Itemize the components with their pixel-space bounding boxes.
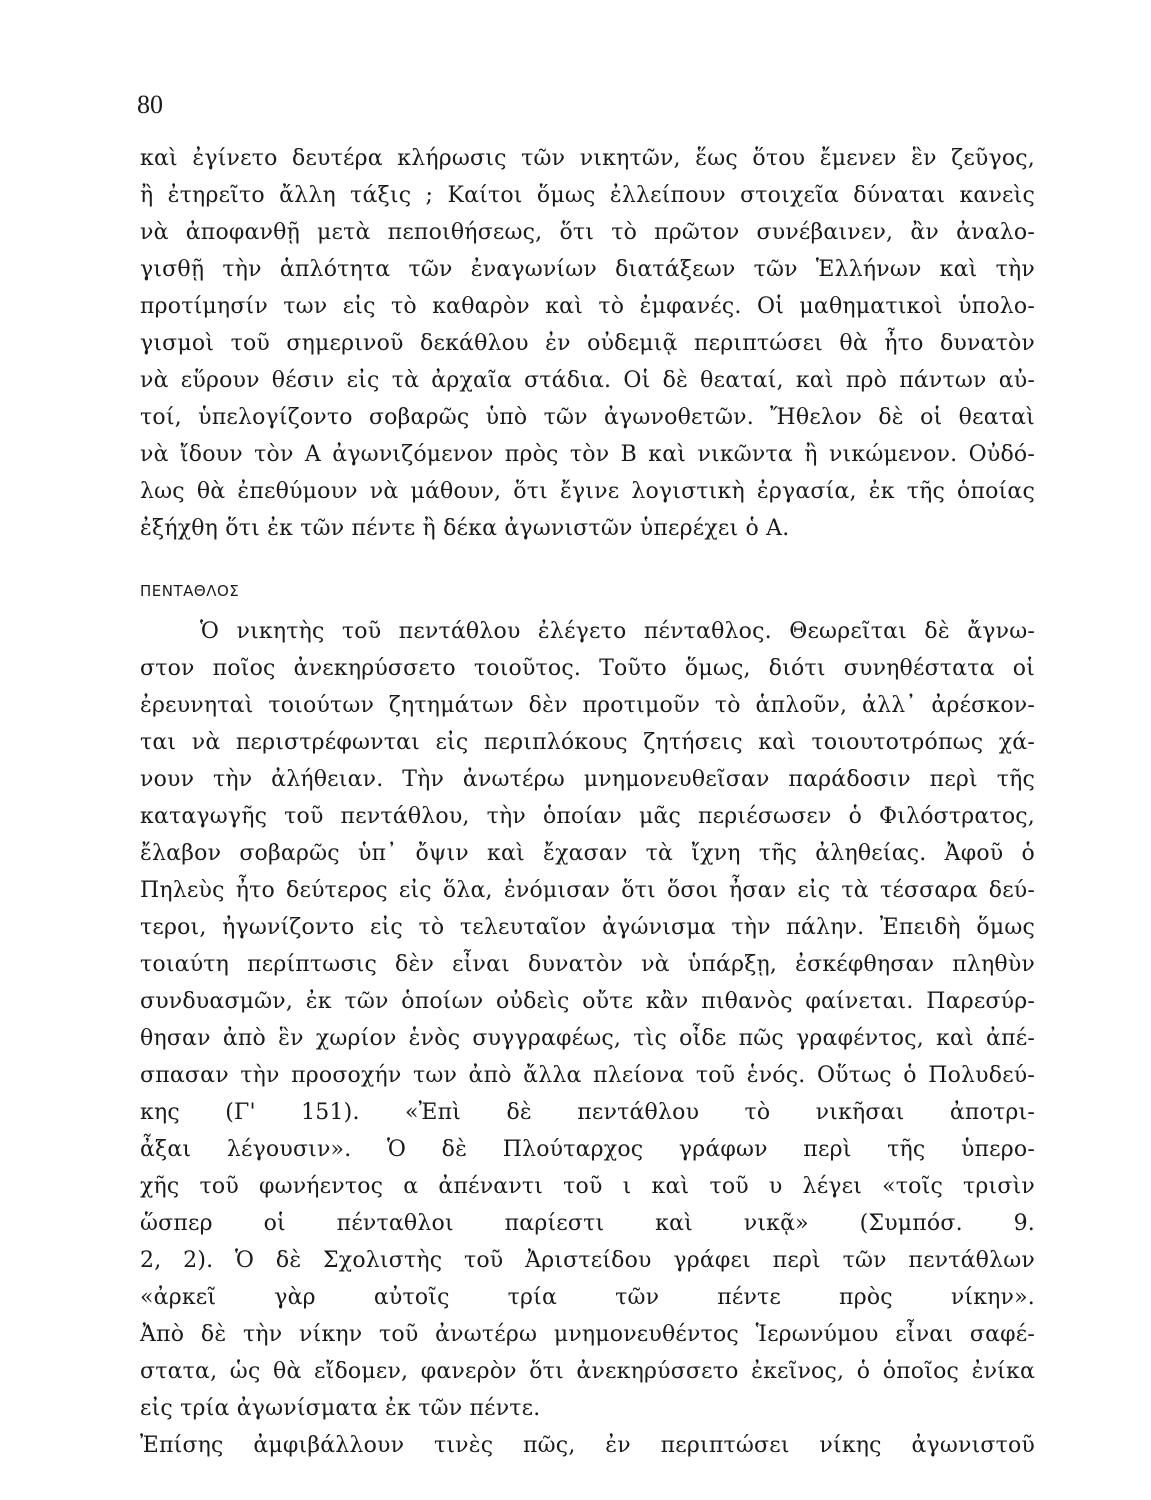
text-line: λως θὰ ἐπεθύμουν νὰ μάθουν, ὅτι ἔγινε λογιστικὴ ἐργασία, ἐκ τῆς ὁποίας [140,479,1035,504]
text-line: νὰ εὕρουν θέσιν εἰς τὰ ἀρχαῖα στάδια. Οἱ δὲ θεαταί, καὶ πρὸ πάντων αὐ- [140,368,1035,393]
text-line: στον ποῖος ἀνεκηρύσσετο τοιοῦτος. Τοῦτο ὅμως, διότι συνηθέστατα οἱ [140,656,1035,681]
text-line: καὶ ἐγίνετο δευτέρα κλήρωσις τῶν νικητῶν, ἕως ὅτου ἔμενεν ἓν ζεῦγος, [140,146,1035,171]
text-line: κης (Γ' 151). «Ἐπὶ δὲ πεντάθλου τὸ νικῆσαι ἀποτρι- [140,1100,1035,1125]
text-line: θησαν ἀπὸ ἓν χωρίον ἑνὸς συγγραφέως, τὶς οἶδε πῶς γραφέντος, καὶ ἀπέ- [140,1026,1035,1051]
text-line: τοί, ὑπελογίζοντο σοβαρῶς ὑπὸ τῶν ἀγωνοθετῶν. Ἤθελον δὲ οἱ θεαταὶ [140,405,1035,430]
paragraph-2 [140,613,1035,1464]
paragraph-1 [140,140,1035,547]
page-number: 80 [137,90,163,119]
text-line: σπασαν τὴν προσοχήν των ἀπὸ ἄλλα πλείονα τοῦ ἑνός. Οὕτως ὁ Πολυδεύ- [140,1063,1035,1088]
text-line: 2, 2). Ὁ δὲ Σχολιστὴς τοῦ Ἀριστείδου γράφει περὶ τῶν πεντάθλων [140,1248,1035,1273]
text-line: Ἀπὸ δὲ τὴν νίκην τοῦ ἀνωτέρω μνημονευθέντος Ἱερωνύμου εἶναι σαφέ- [140,1322,1035,1347]
text-line: τοιαύτη περίπτωσις δὲν εἶναι δυνατὸν νὰ ὑπάρξῃ, ἐσκέφθησαν πληθὺν [140,952,1035,977]
text-line: νουν τὴν ἀλήθειαν. Τὴν ἀνωτέρω μνημονευθεῖσαν παράδοσιν περὶ τῆς [140,767,1035,792]
text-line: ἐξήχθη ὅτι ἐκ τῶν πέντε ἢ δέκα ἀγωνιστῶν ὑπερέχει ὁ Α. [140,516,790,541]
text-line: ὥσπερ οἱ πένταθλοι παρίεστι καὶ νικᾷ» (Συμπόσ. 9. [140,1211,1035,1236]
text-line: νὰ ἴδουν τὸν Α ἀγωνιζόμενον πρὸς τὸν Β καὶ νικῶντα ἢ νικώμενον. Οὐδό- [140,442,1035,467]
text-line: νὰ ἀποφανθῇ μετὰ πεποιθήσεως, ὅτι τὸ πρῶτον συνέβαινεν, ἂν ἀναλο- [140,220,1035,245]
section-heading: ΠΕΝΤΑΘΛΟΣ [140,582,240,600]
text-line: Ἐπίσης ἀμφιβάλλουν τινὲς πῶς, ἐν περιπτώσει νίκης ἀγωνιστοῦ [140,1433,1035,1458]
text-line: χῆς τοῦ φωνήεντος α ἀπέναντι τοῦ ι καὶ τοῦ υ λέγει «τοῖς τρισὶν [140,1174,1035,1199]
text-line: στατα, ὡς θὰ εἴδομεν, φανερὸν ὅτι ἀνεκηρύσσετο ἐκεῖνος, ὁ ὁποῖος ἐνίκα [140,1359,1035,1384]
text-line: Ὁ νικητὴς τοῦ πεντάθλου ἐλέγετο πένταθλος. Θεωρεῖται δὲ ἄγνω- [200,619,1035,644]
text-line: γισμοὶ τοῦ σημερινοῦ δεκάθλου ἐν οὐδεμιᾷ περιπτώσει θὰ ἦτο δυνατὸν [140,331,1035,356]
text-line: συνδυασμῶν, ἐκ τῶν ὁποίων οὐδεὶς οὔτε κἂν πιθανὸς φαίνεται. Παρεσύρ- [140,989,1035,1014]
text-line: «ἀρκεῖ γὰρ αὐτοῖς τρία τῶν πέντε πρὸς νίκην». [140,1285,1035,1310]
text-line: ἢ ἐτηρεῖτο ἄλλη τάξις ; Καίτοι ὅμως ἐλλείπουν στοιχεῖα δύναται κανεὶς [140,183,1035,208]
text-line: ται νὰ περιστρέφωνται εἰς περιπλόκους ζητήσεις καὶ τοιουτοτρόπως χά- [140,730,1035,755]
text-line: τεροι, ἠγωνίζοντο εἰς τὸ τελευταῖον ἀγώνισμα τὴν πάλην. Ἐπειδὴ ὅμως [140,915,1035,940]
text-line: γισθῇ τὴν ἁπλότητα τῶν ἐναγωνίων διατάξεων τῶν Ἑλλήνων καὶ τὴν [140,257,1035,282]
text-line: εἰς τρία ἀγωνίσματα ἐκ τῶν πέντε. [140,1396,541,1421]
text-line: προτίμησίν των εἰς τὸ καθαρὸν καὶ τὸ ἐμφανές. Οἱ μαθηματικοὶ ὑπολο- [140,294,1035,319]
text-line: Πηλεὺς ἦτο δεύτερος εἰς ὅλα, ἐνόμισαν ὅτι ὅσοι ἦσαν εἰς τὰ τέσσαρα δεύ- [140,878,1035,903]
text-line: ἆξαι λέγουσιν». Ὁ δὲ Πλούταρχος γράφων περὶ τῆς ὑπερο- [140,1137,1035,1162]
text-line: καταγωγῆς τοῦ πεντάθλου, τὴν ὁποίαν μᾶς περιέσωσεν ὁ Φιλόστρατος, [140,804,1035,829]
text-line: ἐρευνηταὶ τοιούτων ζητημάτων δὲν προτιμοῦν τὸ ἁπλοῦν, ἀλλ᾽ ἀρέσκον- [140,693,1035,718]
text-line: ἔλαβον σοβαρῶς ὑπ᾽ ὄψιν καὶ ἔχασαν τὰ ἴχνη τῆς ἀληθείας. Ἀφοῦ ὁ [140,841,1035,866]
